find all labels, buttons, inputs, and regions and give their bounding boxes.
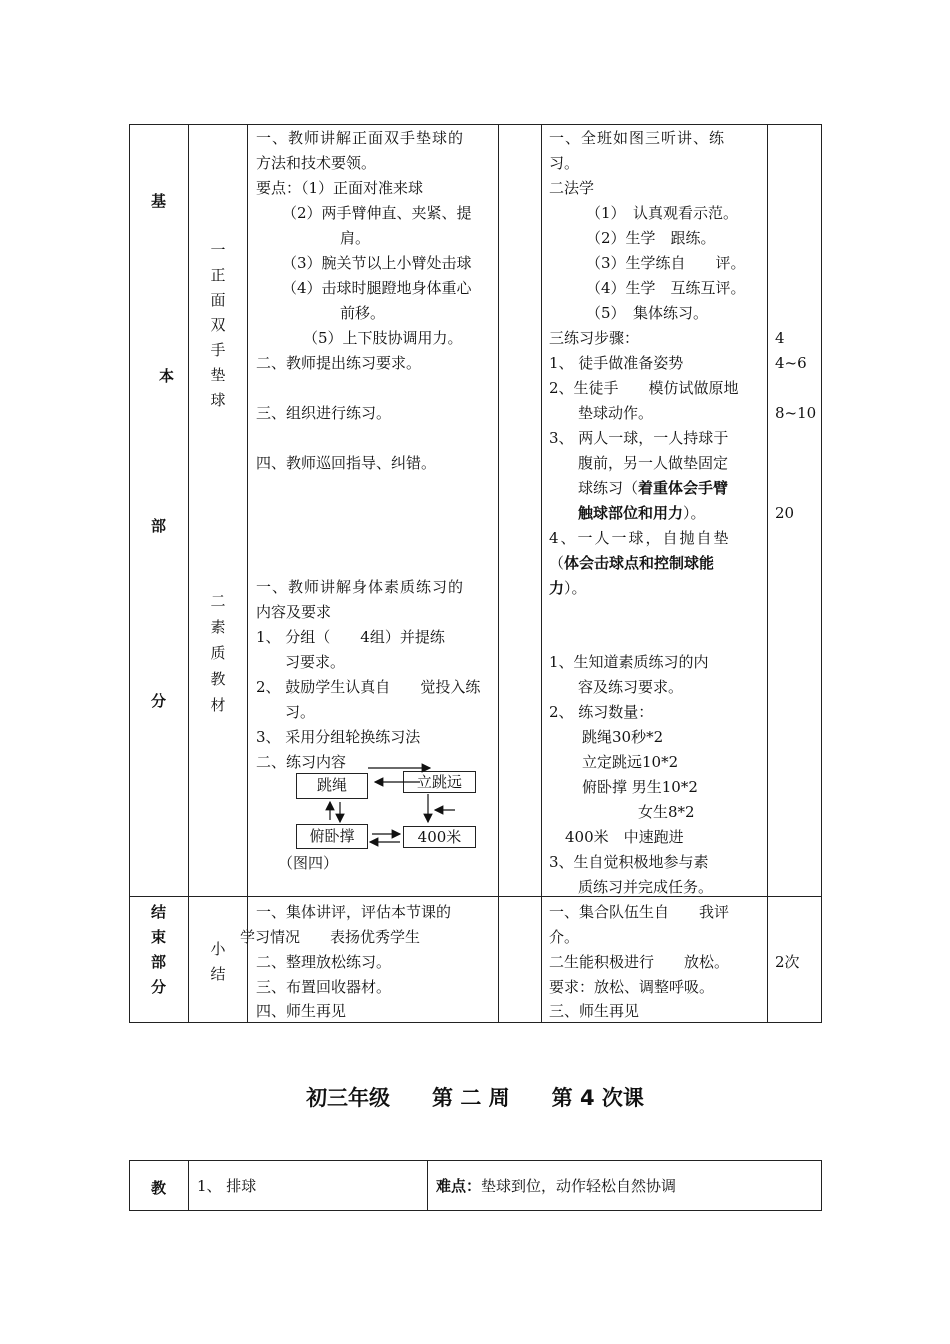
teacher-text: 一、教师讲解正面双手垫球的: [256, 129, 465, 147]
student-text-emphasis: 着重体会手臂: [638, 479, 729, 497]
student-text: 质练习并完成任务。: [578, 878, 714, 896]
student-text: [578, 477, 728, 499]
end-teacher-text: 二、整理放松练习。: [256, 953, 392, 971]
end-student-text: 一、集合队伍生自 我评: [549, 903, 730, 921]
practice-count: 4~6: [775, 354, 807, 372]
student-text: 女生8*2: [638, 803, 695, 821]
table-col-divider: [767, 124, 768, 1023]
student-text: 三练习步骤：: [549, 329, 640, 347]
section-label-char: 本: [159, 367, 175, 385]
teacher-text: 四、教师巡回指导、纠错。: [256, 454, 437, 472]
student-text-emphasis: 体会击球点和控制球能: [564, 554, 715, 572]
end-student-text: 介。: [549, 928, 580, 946]
content-label-passing: 一正面双手垫球: [210, 241, 226, 409]
practice-count: 8~10: [775, 404, 817, 422]
student-text: 1、 徒手做准备姿势: [549, 354, 684, 372]
student-text: [578, 502, 706, 524]
table-col-divider: [247, 124, 248, 1023]
section-end-char: 束: [151, 928, 167, 946]
table-col-divider: [498, 124, 499, 1023]
section-end-char: 部: [151, 953, 167, 971]
student-text: 4、一人一球，自抛自垫: [549, 529, 731, 547]
student-text-part: 球练习（: [578, 479, 639, 497]
student-text-part: （: [549, 554, 565, 572]
student-text: 俯卧撑 男生10*2: [582, 778, 698, 796]
bottom-col-teach: 教: [151, 1179, 167, 1197]
rotation-arrows: [290, 760, 490, 860]
teacher-text: 1、 分组（ 4组）并提练: [256, 628, 445, 646]
student-text: 垫球动作。: [578, 404, 654, 422]
teacher-text: 要点：（1）正面对准来球: [256, 179, 424, 197]
teacher-text: 三、组织进行练习。: [256, 404, 392, 422]
teacher-text: 2、 鼓励学生认真自 觉投入练: [256, 678, 481, 696]
student-text: 跳绳30秒*2: [582, 728, 664, 746]
section-label-char: 部: [151, 517, 167, 535]
teacher-text: （5）上下肢协调用力。: [303, 329, 463, 347]
diagram-station-pushup: 俯卧撑: [296, 824, 368, 849]
teacher-text: （4）击球时腿蹬地身体重心: [282, 279, 472, 297]
teacher-text: （2）两手臂伸直、夹紧、提: [282, 204, 472, 222]
end-student-text: 二生能积极进行 放松。: [549, 953, 730, 971]
student-text: （3）生学练自 评。: [586, 254, 746, 272]
student-text: 2、 练习数量：: [549, 703, 654, 721]
section-end-char: 结: [151, 903, 167, 921]
teacher-text: 方法和技术要领。: [256, 154, 377, 172]
student-text: 容及练习要求。: [578, 678, 684, 696]
section-label-char: 基: [151, 192, 167, 210]
diagram-station-run400: 400米: [403, 826, 476, 848]
student-text: 3、 两人一球，一人持球于: [549, 429, 729, 447]
difficulty-label: 难点：: [436, 1177, 482, 1195]
teacher-text: 一、教师讲解身体素质练习的: [256, 578, 465, 596]
student-text-emphasis: 触球部位和用力: [578, 504, 684, 522]
student-text-part: ）。: [683, 504, 706, 522]
student-text: 腹前，另一人做垫固定: [578, 454, 729, 472]
teacher-text: （3）腕关节以上小臂处击球: [282, 254, 472, 272]
student-text: 400米 中速跑进: [565, 828, 684, 846]
end-student-text: 三、师生再见: [549, 1002, 640, 1020]
practice-count: 20: [775, 504, 795, 522]
student-text: 二法学: [549, 179, 595, 197]
student-text: （2）生学 跟练。: [586, 229, 716, 247]
table-row-divider: [129, 896, 822, 897]
end-teacher-text: 一、集体讲评，评估本节课的: [256, 903, 452, 921]
student-text: 立定跳远10*2: [582, 753, 679, 771]
table-col-divider: [188, 124, 189, 1023]
teacher-text: 二、教师提出练习要求。: [256, 354, 422, 372]
student-text: （5） 集体练习。: [586, 304, 709, 322]
student-text: 2、生徒手 模仿试做原地: [549, 379, 739, 397]
student-text: [549, 552, 714, 574]
teacher-text: 内容及要求: [256, 603, 332, 621]
student-text: 3、生自觉积极地参与素: [549, 853, 709, 871]
end-count: 2次: [775, 953, 800, 971]
end-teacher-text: 四、师生再见: [256, 1002, 347, 1020]
bottom-col-difficulty: [436, 1175, 676, 1197]
section-label-char: 分: [151, 692, 167, 710]
student-text: （4）生学 互练互评。: [586, 279, 746, 297]
student-text: 一、全班如图三听讲、练: [549, 129, 726, 147]
table-col-divider: [427, 1160, 428, 1211]
student-text-part: ）。: [564, 579, 587, 597]
student-text: 1、生知道素质练习的内: [549, 653, 709, 671]
content-label-summary: 小结: [210, 940, 226, 983]
teacher-text: 3、 采用分组轮换练习法: [256, 728, 421, 746]
difficulty-text: 垫球到位，动作轻松自然协调: [481, 1177, 677, 1195]
lesson-heading: 初三年级 第 二 周 第 4 次课: [306, 1086, 644, 1110]
end-teacher-text: 三、布置回收器材。: [256, 978, 392, 996]
content-label-fitness: 二素质教材: [210, 592, 226, 714]
table-col-divider: [188, 1160, 189, 1211]
teacher-text: 习。: [285, 703, 316, 721]
end-teacher-text: 学习情况 表扬优秀学生: [240, 928, 421, 946]
practice-count: 4: [775, 329, 785, 347]
diagram-station-long-jump: 立跳远: [403, 771, 476, 793]
student-text: [549, 577, 587, 599]
diagram-caption: （图四）: [278, 854, 339, 872]
student-text-emphasis: 力: [549, 579, 565, 597]
teacher-text: 习要求。: [285, 653, 346, 671]
diagram-station-jump-rope: 跳绳: [296, 773, 368, 799]
teacher-text: 肩。: [340, 229, 371, 247]
student-text: （1） 认真观看示范。: [586, 204, 739, 222]
section-end-char: 分: [151, 978, 167, 996]
teacher-text: 二、练习内容: [256, 753, 347, 771]
table-col-divider: [541, 124, 542, 1023]
student-text: 习。: [549, 154, 580, 172]
end-student-text: 要求：放松、调整呼吸。: [549, 978, 715, 996]
teacher-text: 前移。: [340, 304, 386, 322]
bottom-col-content: 1、 排球: [197, 1177, 257, 1195]
